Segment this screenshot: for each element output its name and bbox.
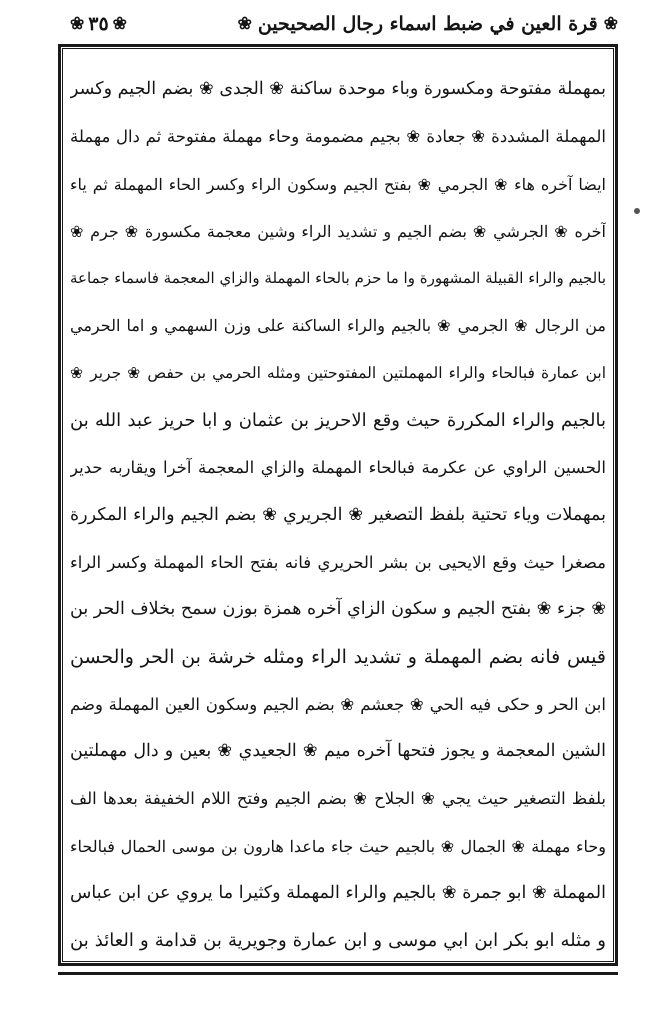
text-line: قيس فانه بضم المهملة و تشديد الراء ومثله خرشة بن الحر والحسن: [70, 645, 606, 668]
text-line: وحاء مهملة ❀ الجمال ❀ بالجيم حيث جاء ماعدا هارون بن موسى الحمال فبالحاء: [70, 836, 606, 856]
page-number: ٣٥: [88, 13, 109, 35]
text-line: الشين المعجمة و يجوز فتحها آخره ميم ❀ الجعيدي ❀ بعين و دال مهملتين: [70, 741, 606, 762]
text-line: ابن عمارة فبالحاء والراء المهملتين المفتوحتين ومثله الحرمي بن حفص ❀ جرير ❀: [70, 363, 606, 382]
ink-speck: [634, 208, 640, 214]
ornament-icon: ❀: [603, 13, 618, 34]
text-line: ايضا آخره هاء ❀ الجرمي ❀ بفتح الجيم وسكون الراء وكسر الحاء المهملة ثم ياء: [70, 174, 606, 194]
text-line: ابن الحر و حكى فيه الحي ❀ جعشم ❀ بضم الجيم وسكون العين المهملة وضم: [70, 694, 606, 714]
text-line: ❀ جزء ❀ بفتح الجيم و سكون الزاي آخره همزة بوزن سمح بخلاف الحر بن: [70, 599, 606, 620]
text-line: بلفظ التصغير حيث يجي ❀ الجلاح ❀ بضم الجيم وفتح اللام الخفيفة بعدها الف: [70, 789, 606, 809]
text-line: المهملة المشددة ❀ جعادة ❀ بجيم مضمومة وحاء مهملة مفتوحة ثم دال مهملة: [70, 127, 606, 147]
text-line: المهملة ❀ ابو جمرة ❀ بالجيم والراء المهملة وكثيرا ما يروي عن ابن عباس: [70, 883, 606, 904]
text-line: بمهملات وياء تحتية بلفظ التصغير ❀ الجريري ❀ بضم الجيم والراء المكررة: [70, 504, 606, 525]
text-line: بالجيم والراء القبيلة المشهورة وا ما حزم بالحاء المهملة والزاي المعجمة فاسماء جماعة: [70, 269, 606, 288]
text-line: بمهملة مفتوحة ومكسورة وباء موحدة ساكنة ❀ الجدى ❀ بضم الجيم وكسر: [70, 79, 606, 99]
ornament-icon: ❀: [112, 13, 127, 34]
text-line: من الرجال ❀ الجرمي ❀ بالجيم والراء الساكنة على وزن السهمي و اما الحرمي: [70, 316, 606, 336]
main-text: [70, 66, 606, 965]
text-line: بالجيم والراء المكررة حيث وقع الاحريز بن عثمان و ابا حريز عبد الله بن: [70, 410, 606, 432]
page-header: [70, 8, 618, 40]
bottom-rule: [58, 972, 618, 975]
running-title: [238, 13, 618, 35]
page-number-group: [70, 13, 127, 35]
text-line: مصغرا حيث وقع الايحيى بن بشر الحريري فانه بفتح الحاء المهملة وكسر الراء: [70, 552, 606, 572]
ornament-icon: ❀: [237, 13, 252, 34]
text-line: الحسين الراوي عن عكرمة فبالحاء المهملة والزاي المعجمة آخرا ويقاربه حدير: [70, 458, 606, 478]
running-title-text: قرة العين في ضبط اسماء رجال الصحيحين: [257, 13, 598, 35]
text-line: آخره ❀ الجرشي ❀ بضم الجيم و تشديد الراء وشين معجمة مكسورة ❀ جرم ❀: [70, 221, 606, 241]
text-line: و مثله ابو بكر ابن ابي موسى و ابن عمارة وجويرية بن قدامة و العائذ بن: [70, 930, 606, 952]
ornament-icon: ❀: [70, 13, 85, 34]
